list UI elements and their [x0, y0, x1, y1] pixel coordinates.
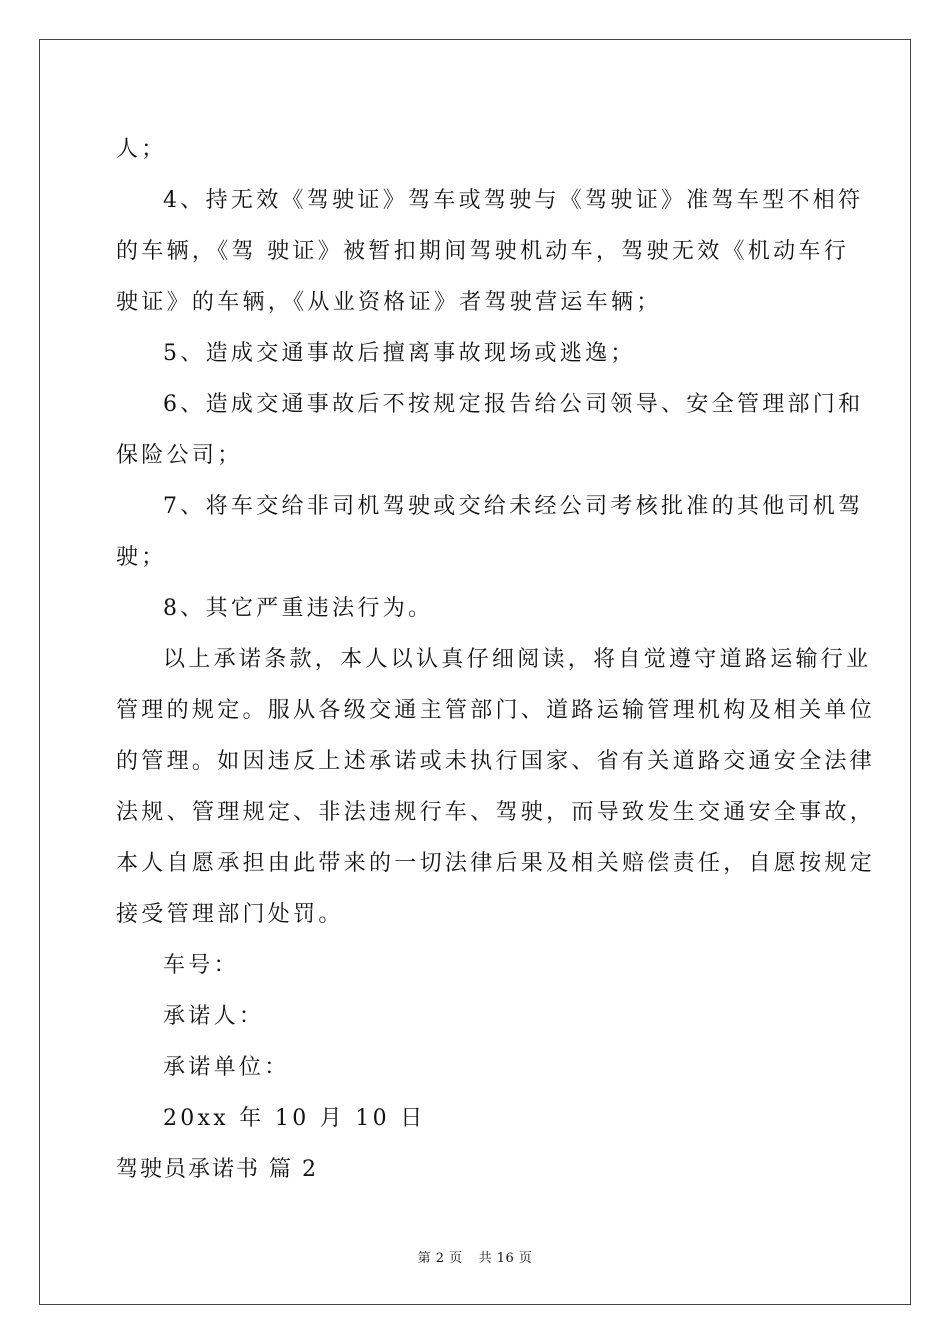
text-line: 法规、管理规定、非法违规行车、驾驶，而导致发生交通安全事故， [116, 800, 876, 825]
text-line: 人； [116, 137, 167, 162]
text-line: 4、持无效《驾驶证》驾车或驾驶与《驾驶证》准驾车型不相符 [163, 188, 864, 213]
text-line: 接受管理部门处罚。 [116, 902, 344, 927]
text-line: 管理的规定。服从各级交通主管部门、道路运输管理机构及相关单位 [116, 698, 876, 723]
section-title: 驾驶员承诺书 篇 2 [116, 1157, 318, 1182]
text-line: 6、造成交通事故后不按规定报告给公司领导、安全管理部门和 [163, 392, 864, 417]
promisor-unit-label: 承诺单位： [163, 1055, 290, 1080]
date-line: 20xx 年 10 月 10 日 [163, 1106, 426, 1131]
document-body [116, 124, 876, 1195]
promisor-label: 承诺人： [163, 1004, 265, 1029]
text-line: 的管理。如因违反上述承诺或未执行国家、省有关道路交通安全法律 [116, 749, 876, 774]
page-footer [0, 1247, 950, 1266]
text-line: 8、其它严重违法行为。 [163, 596, 434, 621]
text-line: 本人自愿承担由此带来的一切法律后果及相关赔偿责任，自愿按规定 [116, 851, 876, 876]
text-line: 的车辆，《驾 驶证》被暂扣期间驾驶机动车，驾驶无效《机动车行 [116, 239, 849, 264]
page-total: 共 16 页 [478, 1251, 533, 1266]
text-line: 5、造成交通事故后擅离事故现场或逃逸； [163, 341, 636, 366]
text-line: 驶； [116, 545, 167, 570]
vehicle-number-label: 车号： [163, 953, 239, 978]
text-line: 7、将车交给非司机驾驶或交给未经公司考核批准的其他司机驾 [163, 494, 864, 519]
page-number: 第 2 页 [417, 1251, 463, 1266]
text-line: 以上承诺条款，本人以认真仔细阅读，将自觉遵守道路运输行业 [163, 647, 872, 672]
text-line: 保险公司； [116, 443, 243, 468]
text-line: 驶证》的车辆，《从业资格证》者驾驶营运车辆； [116, 290, 662, 315]
